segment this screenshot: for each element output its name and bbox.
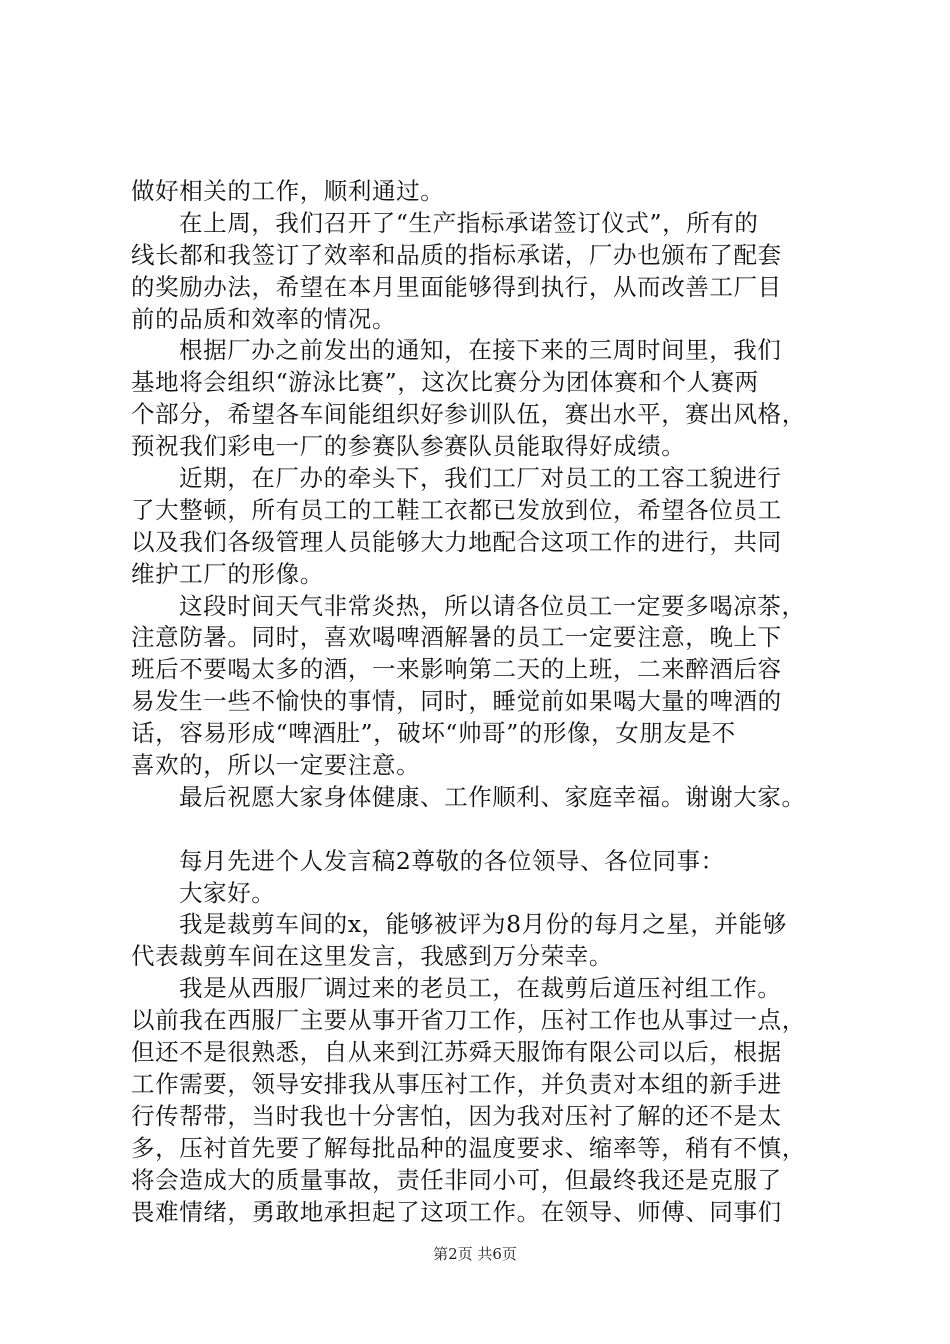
text-line: 注意防暑。同时，喜欢喝啤酒解暑的员工一定要注意，晚上下 bbox=[131, 623, 782, 652]
text-line: 话，容易形成“啤酒肚”，破坏“帅哥”的形像，女朋友是不 bbox=[131, 719, 736, 748]
text-line: 在上周，我们召开了“生产指标承诺签订仪式”，所有的 bbox=[179, 208, 759, 237]
text-line: 最后祝愿大家身体健康、工作顺利、家庭幸福。谢谢大家。 bbox=[179, 782, 806, 811]
text-line: 做好相关的工作，顺利通过。 bbox=[131, 177, 445, 205]
text-line: 近期，在厂办的牵头下，我们工厂对员工的工容工貌进行 bbox=[179, 464, 782, 493]
text-line: 多，压衬首先要了解每批品种的温度要求、缩率等，稍有不慎， bbox=[131, 1133, 806, 1162]
text-line: 线长都和我签订了效率和品质的指标承诺，厂办也颁布了配套 bbox=[131, 240, 782, 269]
text-line: 个部分，希望各车间能组织好参训队伍，赛出水平，赛出风格， bbox=[131, 400, 806, 429]
text-line: 工作需要，领导安排我从事压衬工作，并负责对本组的新手进 bbox=[131, 1069, 782, 1098]
text-line: 行传帮带，当时我也十分害怕，因为我对压衬了解的还不是太 bbox=[131, 1101, 782, 1130]
text-line: 畏难情绪，勇敢地承担起了这项工作。在领导、师傅、同事们 bbox=[131, 1197, 782, 1226]
text-line: 这段时间天气非常炎热，所以请各位员工一定要多喝凉茶， bbox=[179, 591, 806, 620]
text-line: 易发生一些不愉快的事情，同时，睡觉前如果喝大量的啤酒的 bbox=[131, 687, 782, 716]
text-line: 以及我们各级管理人员能够大力地配合这项工作的进行，共同 bbox=[131, 527, 782, 556]
text-line: 以前我在西服厂主要从事开省刀工作，压衬工作也从事过一点， bbox=[131, 1006, 806, 1035]
text-line: 我是裁剪车间的x，能够被评为8月份的每月之星，并能够 bbox=[179, 910, 787, 939]
page-footer: 第2页 共6页 bbox=[433, 1245, 517, 1263]
text-line: 喜欢的，所以一定要注意。 bbox=[131, 751, 421, 780]
text-line: 预祝我们彩电一厂的参赛队参赛队员能取得好成绩。 bbox=[131, 432, 686, 461]
blank-line bbox=[131, 814, 841, 846]
text-line: 维护工厂的形像。 bbox=[131, 559, 324, 588]
document-body bbox=[131, 176, 841, 1228]
text-line: 将会造成大的质量事故，责任非同小可，但最终我还是克服了 bbox=[131, 1165, 782, 1194]
text-line: 的奖励办法，希望在本月里面能够得到执行，从而改善工厂目 bbox=[131, 272, 782, 301]
text-line: 大家好。 bbox=[179, 878, 276, 907]
text-line: 前的品质和效率的情况。 bbox=[131, 304, 397, 333]
text-line: 但还不是很熟悉，自从来到江苏舜天服饰有限公司以后，根据 bbox=[131, 1038, 782, 1067]
text-line: 基地将会组织“游泳比赛”，这次比赛分为团体赛和个人赛两 bbox=[131, 368, 759, 397]
text-line: 了大整顿，所有员工的工鞋工衣都已发放到位，希望各位员工 bbox=[131, 495, 782, 524]
text-line: 班后不要喝太多的酒，一来影响第二天的上班，二来醉酒后容 bbox=[131, 655, 782, 684]
text-line: 我是从西服厂调过来的老员工，在裁剪后道压衬组工作。 bbox=[179, 974, 782, 1003]
text-line: 每月先进个人发言稿2尊敬的各位领导、各位同事： bbox=[179, 846, 725, 875]
text-line: 根据厂办之前发出的通知，在接下来的三周时间里，我们 bbox=[179, 336, 782, 365]
text-line: 代表裁剪车间在这里发言，我感到万分荣幸。 bbox=[131, 942, 613, 971]
